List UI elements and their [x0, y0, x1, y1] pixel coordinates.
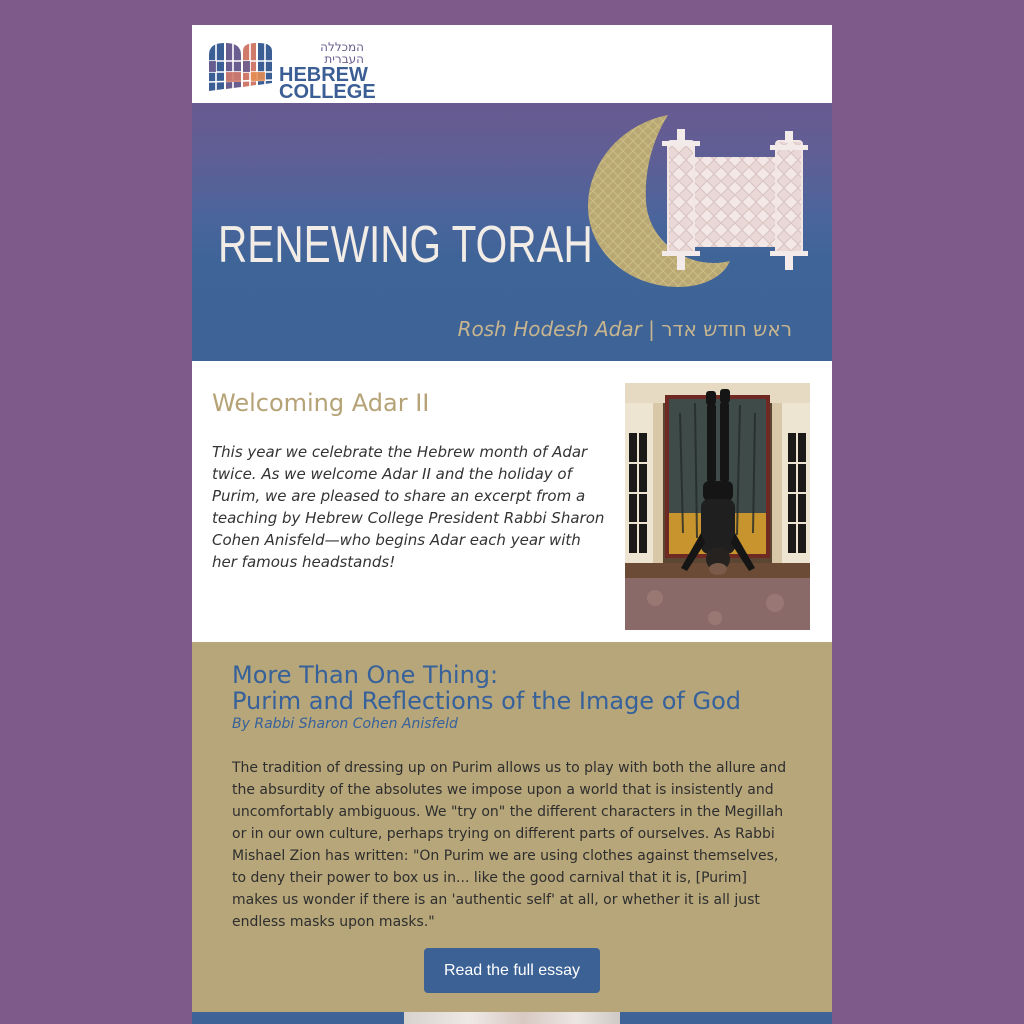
essay-title-line1: More Than One Thing: — [232, 661, 499, 689]
intro-title: Welcoming Adar II — [212, 389, 430, 417]
essay-title-line2: Purim and Reflections of the Image of God — [232, 687, 741, 715]
headstand-photo — [625, 383, 810, 630]
logo-word-college: COLLEGE — [279, 81, 376, 103]
read-full-essay-button[interactable]: Read the full essay — [424, 948, 600, 993]
next-section — [192, 1012, 832, 1024]
essay-text: The tradition of dressing up on Purim allows us to play with both the allure and the absurdity of the absolutes we impose upon a world that is insistently and uncomfortably ambiguous. We "try on" the different characters in the Megillah or in our own culture, perhaps trying on different parts of ourselves. As Rabbi Mishael Zion has written: "On Purim we are using clothes against themselves, to deny their power to box us in... like the good carnival that it is, [Purim] makes us wonder if there is an 'authentic self' at all, or whether it is all just endless masks upon masks." — [232, 760, 787, 930]
intro-section — [192, 361, 832, 642]
logo-word-hebrew: HEBREW — [279, 64, 368, 86]
intro-text: This year we celebrate the Hebrew month of Adar twice. As we welcome Adar II and the holiday of Purim, we are pleased to share an excerpt from a teaching by Hebrew College President Rabbi Sharon Cohen Anisfeld—who begins Adar each year with her famous headstands! — [212, 443, 605, 571]
logo-wordmark — [279, 41, 376, 101]
banner-artwork — [588, 111, 818, 287]
email-container — [192, 25, 832, 1024]
hebrew-college-logo[interactable] — [208, 40, 376, 103]
logo-windows-icon — [208, 41, 274, 91]
banner-subtitle — [458, 317, 792, 341]
headstand-photo-illustration — [625, 383, 810, 630]
banner-subtitle-english: Rosh Hodesh Adar — [457, 317, 642, 341]
renewing-torah-banner — [192, 103, 832, 361]
banner-subtitle-hebrew: ראש חודש אדר — [661, 317, 792, 341]
essay-title — [232, 662, 741, 714]
logo-hebrew-text: המכללה העברית — [320, 40, 364, 66]
torah-scroll-icon — [662, 129, 808, 270]
banner-title: RENEWING TORAH — [218, 216, 593, 274]
banner-subtitle-separator: | — [648, 317, 655, 341]
essay-section — [192, 642, 832, 1012]
logo-header — [192, 25, 832, 103]
essay-byline: By Rabbi Sharon Cohen Anisfeld — [232, 716, 458, 732]
next-section-photo — [404, 1012, 620, 1024]
